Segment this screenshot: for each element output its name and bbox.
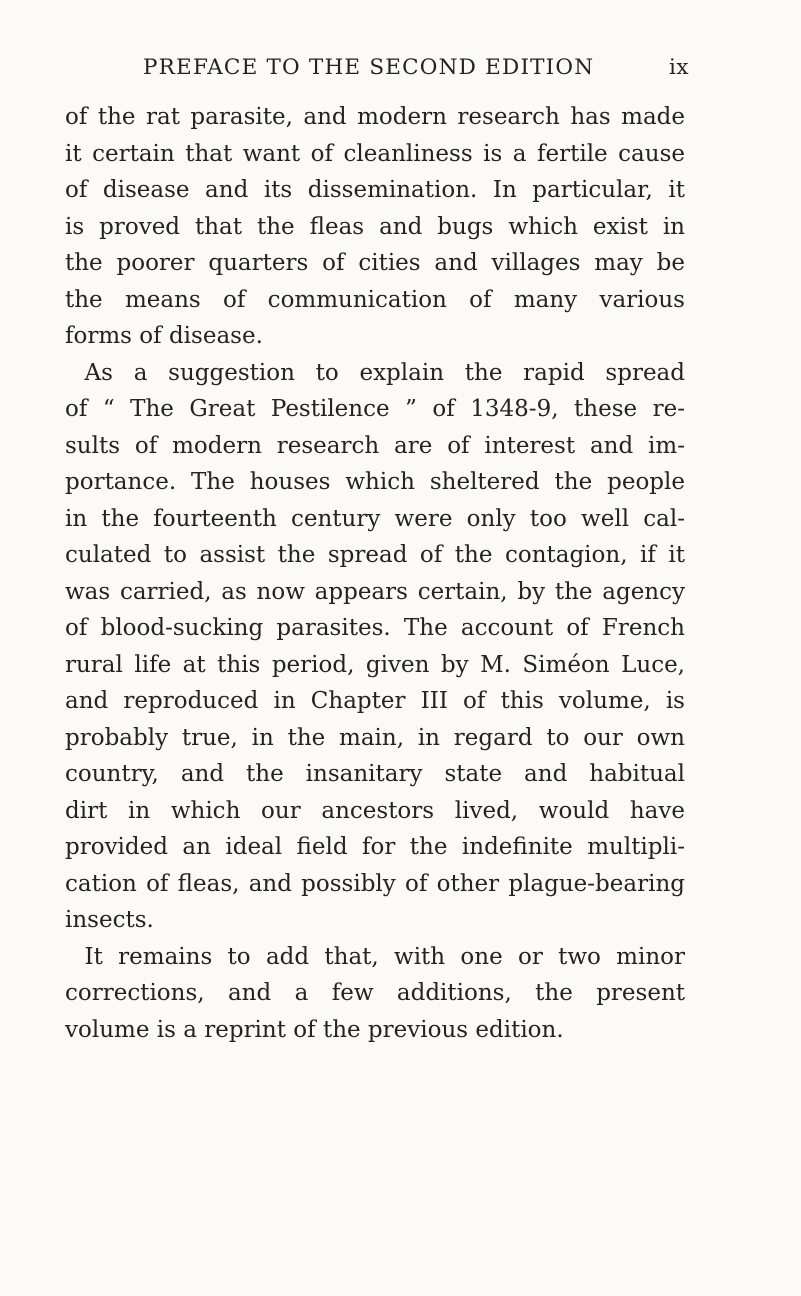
text-line: It remains to add that, with one or two minor <box>84 943 685 970</box>
text-line: sults of modern research are of interest and im- <box>65 432 685 459</box>
text-line: provided an ideal field for the indefinite multipli- <box>65 834 685 860</box>
text-line: rural life at this period, given by M. Siméon Luce, <box>65 651 685 678</box>
running-title: PREFACE TO THE SECOND EDITION <box>143 55 595 80</box>
text-line: culated to assist the spread of the contagion, if it <box>65 542 685 568</box>
text-line: the means of communication of many various <box>65 286 685 313</box>
text-line: country, and the insanitary state and habitual <box>65 761 685 787</box>
text-line: of blood-sucking parasites. The account of French <box>65 615 685 641</box>
text-line: forms of disease. <box>65 323 263 349</box>
text-line: and reproduced in Chapter III of this volume, is <box>65 688 685 714</box>
text-line: the poorer quarters of cities and villages may be <box>65 250 685 276</box>
text-line: is proved that the fleas and bugs which exist in <box>65 213 685 240</box>
page-number: ix <box>668 55 689 80</box>
text-line: in the fourteenth century were only too well cal- <box>65 505 685 532</box>
text-line: of disease and its dissemination. In particular, it <box>65 177 685 203</box>
text-line: cation of fleas, and possibly of other plague-bearing <box>65 870 685 897</box>
text-line: of “ The Great Pestilence ” of 1348-9, these re- <box>65 396 685 422</box>
book-page <box>65 55 689 1048</box>
text-line: of the rat parasite, and modern research has made <box>65 104 685 130</box>
text-line: insects. <box>65 907 154 933</box>
text-line: volume is a reprint of the previous edition. <box>65 1016 564 1043</box>
text-line: As a suggestion to explain the rapid spread <box>84 359 685 386</box>
text-line: corrections, and a few additions, the present <box>65 980 685 1006</box>
text-line: dirt in which our ancestors lived, would have <box>65 797 685 824</box>
text-line: portance. The houses which sheltered the people <box>65 469 685 495</box>
text-line: probably true, in the main, in regard to our own <box>65 724 685 751</box>
text-line: it certain that want of cleanliness is a fertile cause <box>65 140 685 167</box>
running-header <box>65 55 689 89</box>
text-line: was carried, as now appears certain, by the agency <box>65 578 685 605</box>
body-text <box>65 99 685 1048</box>
